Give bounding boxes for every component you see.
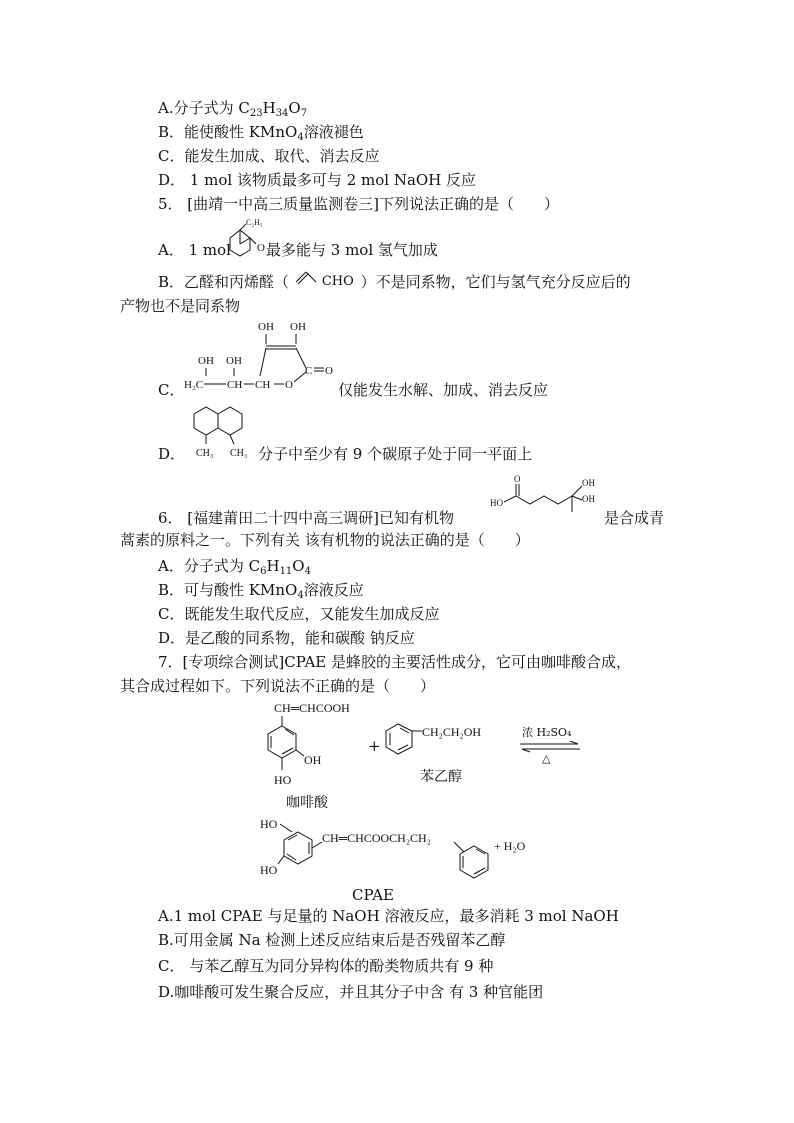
cpae-ho-top: HO (260, 817, 278, 831)
q6-stem-line1: 6． [福建莆田二十四中高三调研]已知有机物 (158, 509, 455, 527)
q7-stem-line1: 7．[专项综合测试]CPAE 是蜂胶的主要活性成分，它可由咖啡酸合成， (158, 653, 631, 671)
q5-c-oh1: OH (258, 321, 274, 333)
q5-c-ch2: CH (255, 379, 271, 391)
q5-c-carbonyl-o: O (325, 365, 333, 377)
water-product: + H₂O (494, 839, 526, 853)
q5-c-oh2: OH (290, 321, 306, 333)
cpae-chain: CH═CHCOOCH₂CH₂ (322, 831, 431, 845)
q6-mol-oh2: OH (582, 494, 595, 504)
q5-option-d-label: D． (158, 445, 186, 463)
q5-stem: 5． [曲靖一中高三质量监测卷三]下列说法正确的是（ ） (158, 195, 560, 213)
q4-option-a-sub3: 7 (300, 108, 308, 119)
q4-option-a-h: H (262, 99, 276, 117)
phenethyl-alcohol-name: 苯乙醇 (420, 769, 462, 785)
q7-option-a: A.1 mol CPAE 与足量的 NaOH 溶液反应，最多消耗 3 mol NaOH (158, 907, 619, 925)
q4-option-d: D． 1 mol 该物质最多可与 2 mol NaOH 反应 (158, 171, 477, 189)
q6-option-a-text: A．分子式为 C (158, 557, 261, 575)
q5-c-oh3: OH (198, 355, 214, 367)
q6-option-a-sub1: 6 (260, 566, 267, 577)
cpae-structure (258, 812, 558, 884)
q5-d-ch3-a: CH₃ (196, 448, 214, 459)
q6-mol-ho: HO (490, 498, 503, 508)
q7-option-d: D.咖啡酸可发生聚合反应，并且其分子中含 有 3 种官能团 (158, 983, 544, 1001)
q6-option-a-h: H (266, 557, 280, 575)
q4-option-b-suffix: 溶液褪色 (303, 123, 364, 141)
q4-option-a-sub1: 23 (249, 108, 263, 119)
q5-a-oxygen: O (257, 242, 265, 254)
q5-option-a-label: A． 1 mol (158, 241, 231, 259)
q6-option-b (158, 580, 364, 600)
q5-option-b-line1 (158, 272, 631, 292)
q4-option-c: C．能发生加成、取代、消去反应 (158, 147, 380, 165)
q6-mol-o: O (514, 474, 521, 484)
q6-stem-line1b: 是合成青 (604, 509, 665, 527)
q5-c-ch1: CH (227, 379, 243, 391)
q5-c-h2c: H₂C (184, 379, 204, 391)
q5-c-oh4: OH (226, 355, 242, 367)
q5-d-ch3-b: CH₃ (230, 448, 248, 459)
propenal-structure (294, 272, 356, 292)
q6-option-a-sub2: 11 (279, 566, 293, 577)
q4-option-b-sub: 4 (297, 132, 304, 143)
q6-molecule (490, 468, 600, 526)
q6-option-a (158, 556, 311, 576)
q5-c-molecule (182, 318, 342, 396)
q5-a-ethyl-label: C₂H₅ (246, 218, 263, 227)
q6-option-b-sub: 4 (297, 590, 304, 601)
caffeic-acid-oh: OH (304, 753, 322, 767)
q5-option-b-line2: 产物也不是同系物 (120, 297, 241, 315)
catalyst-label: 浓 H₂SO₄ (522, 726, 572, 739)
q5-c-ring-o: O (285, 379, 293, 391)
phenethyl-chain: CH₂CH₂OH (422, 725, 482, 739)
q5-d-molecule (182, 400, 262, 460)
q5-c-carbonyl-c: C (305, 365, 313, 377)
q4-option-a-o: O (288, 99, 301, 117)
q6-option-a-sub3: 4 (304, 566, 311, 577)
phenethyl-alcohol-structure (384, 718, 514, 762)
caffeic-acid-structure (252, 698, 372, 792)
q7-stem-line2: 其合成过程如下。下列说法不正确的是（ ） (120, 677, 436, 695)
q4-option-a-sub2: 34 (275, 108, 289, 119)
q6-option-d: D．是乙酸的同系物，能和碳酸 钠反应 (158, 629, 415, 647)
plus-sign: + (368, 737, 381, 755)
caffeic-acid-name: 咖啡酸 (286, 795, 328, 811)
heat-symbol: △ (542, 752, 551, 765)
cpae-ho-bottom: HO (260, 863, 278, 877)
q6-option-b-suffix: 溶液反应 (303, 581, 364, 599)
q6-option-a-o: O (292, 557, 305, 575)
q7-option-b: B.可用金属 Na 检测上述反应结束后是否残留苯乙醇 (158, 931, 506, 949)
caffeic-acid-ho: HO (274, 773, 292, 787)
propenal-chain (294, 268, 324, 288)
cpae-name: CPAE (352, 886, 394, 904)
q7-option-c: C． 与苯乙醇互为同分异构体的酚类物质共有 9 种 (158, 957, 494, 975)
q4-option-a (158, 98, 307, 118)
q5-option-a-suffix: 最多能与 3 mol 氢气加成 (266, 241, 438, 259)
q5-option-c-suffix: 仅能发生水解、加成、消去反应 (338, 381, 549, 399)
q5-option-d-suffix: 分子中至少有 9 个碳原子处于同一平面上 (258, 445, 533, 463)
q5-option-c-label: C． (158, 381, 185, 399)
q5-option-b-text: B．乙醛和丙烯醛（ (158, 273, 290, 291)
q6-stem-line2: 蒿素的原料之一。下列有关 该有机物的说法正确的是（ ） (120, 531, 530, 549)
caffeic-acid-chain: CH═CHCOOH (274, 701, 350, 715)
q4-option-b (158, 122, 364, 142)
q5-option-b-text2: ）不是同系物，它们与氢气充分反应后的 (360, 273, 631, 291)
q4-option-b-text: B．能使酸性 KMnO (158, 123, 298, 141)
q6-option-b-text: B．可与酸性 KMnO (158, 581, 298, 599)
q6-mol-oh1: OH (582, 478, 595, 488)
propenal-cho: CHO (321, 274, 354, 289)
q4-option-a-text: A.分子式为 C (158, 99, 250, 117)
q6-option-c: C．既能发生取代反应，又能发生加成反应 (158, 605, 440, 623)
